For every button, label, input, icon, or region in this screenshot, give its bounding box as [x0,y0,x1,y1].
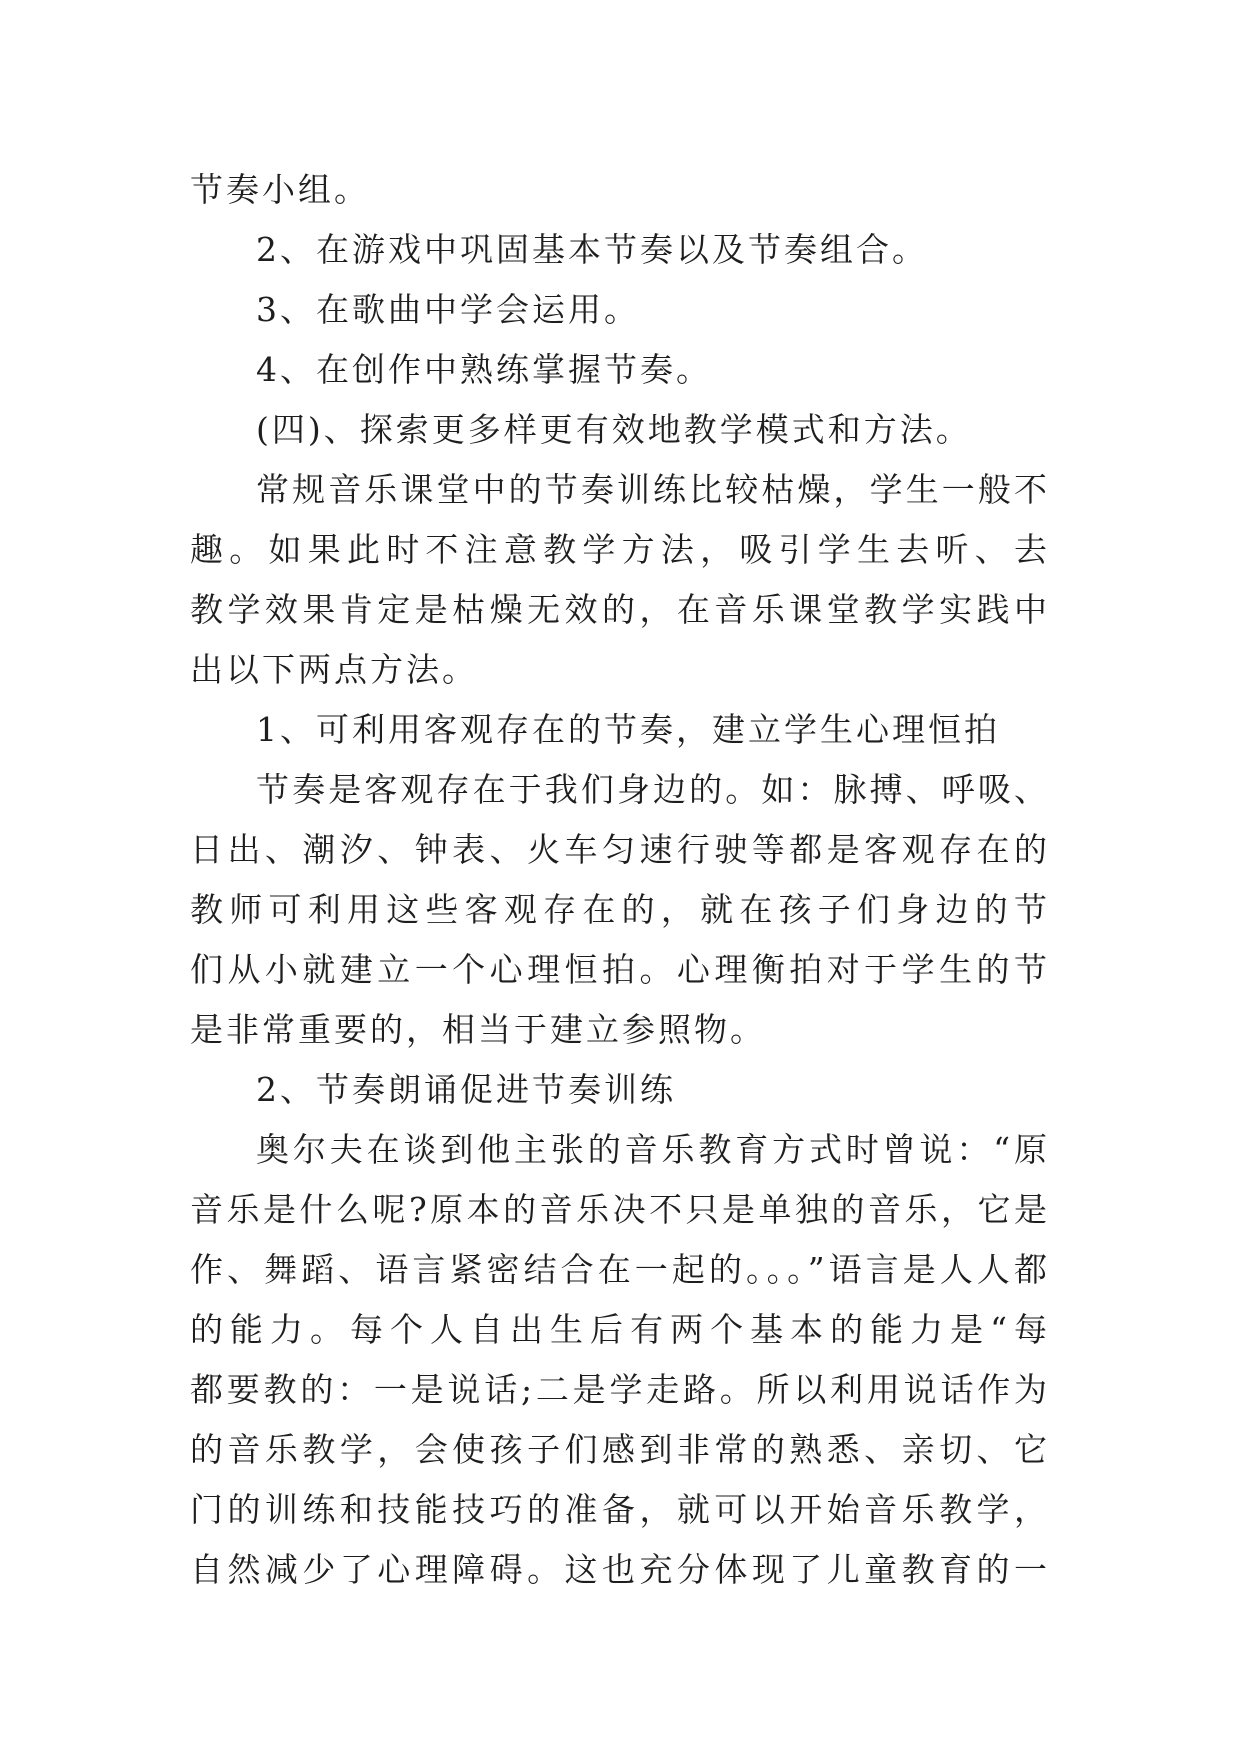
text-line: 3、在歌曲中学会运用。 [256,290,640,329]
text-line: 节奏小组。 [190,170,370,209]
text-line: 趣。如果此时不注意教学方法，吸引学生去听、去 [190,530,1050,569]
text-line: 自然减少了心理障碍。这也充分体现了儿童教育的一 [190,1550,1050,1589]
text-line: 的音乐教学，会使孩子们感到非常的熟悉、亲切、它 [190,1430,1050,1469]
text-line: 节奏是客观存在于我们身边的。如：脉搏、呼吸、 [256,770,1050,809]
text-line: 日出、潮汐、钟表、火车匀速行驶等都是客观存在的 [190,830,1050,869]
text-line: 教师可利用这些客观存在的，就在孩子们身边的节 [190,890,1050,929]
section-heading: (四)、探索更多样更有效地教学模式和方法。 [256,410,972,449]
subsection-heading: 2、节奏朗诵促进节奏训练 [256,1070,676,1109]
text-line: 们从小就建立一个心理恒拍。心理衡拍对于学生的节 [190,950,1050,989]
text-line: 是非常重要的，相当于建立参照物。 [190,1010,766,1049]
text-line: 门的训练和技能技巧的准备，就可以开始音乐教学， [190,1490,1050,1529]
subsection-heading: 1、可利用客观存在的节奏，建立学生心理恒拍 [256,710,1000,749]
text-line: 的能力。每个人自出生后有两个基本的能力是“每 [190,1310,1050,1349]
text-line: 作、舞蹈、语言紧密结合在一起的。。。”语言是人人都 [190,1250,1050,1289]
document-body [190,160,1050,1600]
text-line: 都要教的：一是说话;二是学走路。所以利用说话作为 [190,1370,1050,1409]
text-line: 音乐是什么呢?原本的音乐决不只是单独的音乐，它是 [190,1190,1050,1229]
text-line: 奥尔夫在谈到他主张的音乐教育方式时曾说：“原 [256,1130,1050,1169]
text-line: 2、在游戏中巩固基本节奏以及节奏组合。 [256,230,928,269]
text-line: 4、在创作中熟练掌握节奏。 [256,350,712,389]
text-line: 出以下两点方法。 [190,650,478,689]
text-line: 教学效果肯定是枯燥无效的，在音乐课堂教学实践中 [190,590,1050,629]
text-line: 常规音乐课堂中的节奏训练比较枯燥，学生一般不 [256,470,1050,509]
